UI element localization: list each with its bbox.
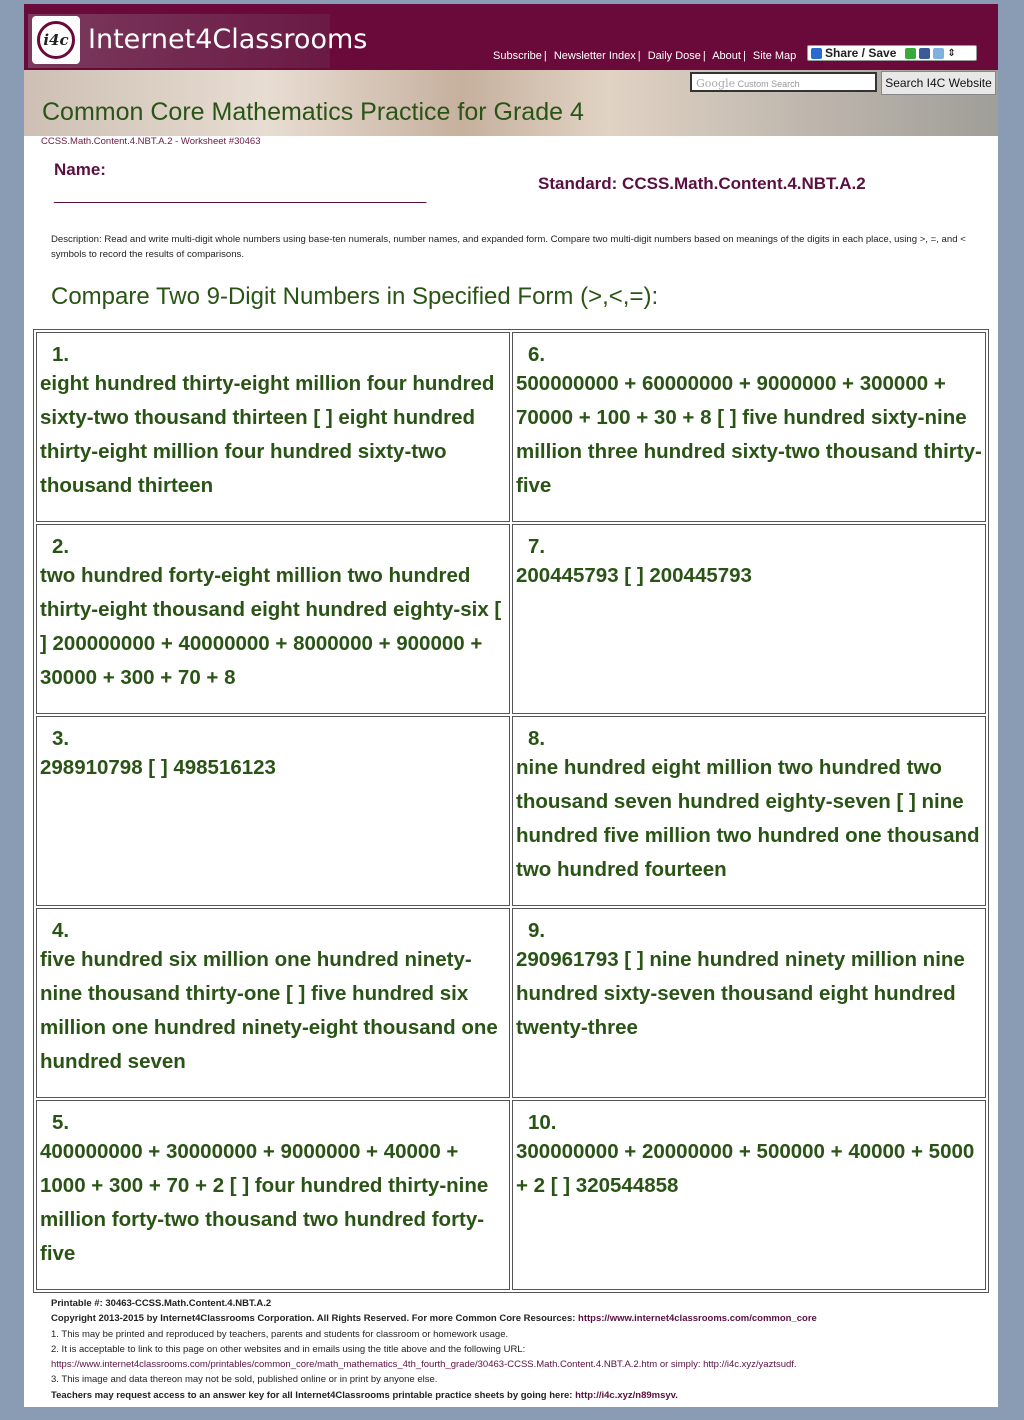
- footer-note-2-url: [51, 1357, 991, 1372]
- problem-cell: [512, 332, 986, 522]
- page-title: Common Core Mathematics Practice for Grade 4: [42, 98, 584, 126]
- problem-text: two hundred forty-eight million two hundred thirty-eight thousand eight hundred eighty-six [ ] 200000000 + 40000000 + 8000000 + 900000 + 30000 + 300 + 70 + 8: [40, 564, 502, 689]
- search-placeholder: Custom Search: [737, 79, 800, 89]
- problem-cell: [512, 908, 986, 1098]
- answer-key-note: Teachers may request access to an answer key for all Internet4Classrooms printable practice sheets by going here: http://i4c.xyz/n89msyv.: [51, 1389, 678, 1401]
- name-label: Name:: [54, 160, 106, 179]
- problem-number: 1.: [52, 343, 70, 366]
- problem-cell: [512, 524, 986, 714]
- problem-cell: [36, 332, 510, 522]
- chevron-updown-icon: ⇕: [947, 47, 956, 59]
- facebook-icon: [919, 48, 930, 59]
- problem-text: 298910798 [ ] 498516123: [40, 756, 276, 779]
- problem-cell: [36, 716, 510, 906]
- logo-text: Internet4Classrooms: [88, 24, 368, 55]
- problem-grid: [33, 329, 989, 1293]
- nav-site-map[interactable]: Site Map: [752, 50, 797, 62]
- nav-about[interactable]: About: [712, 50, 741, 62]
- footer-note-1: 1. This may be printed and reproduced by teachers, parents and students for classroom or homework usage.: [51, 1328, 509, 1340]
- problem-cell: [36, 1100, 510, 1290]
- copyright: Copyright 2013-2015 by Internet4Classrooms Corporation. All Rights Reserved. For more Common Core Resources: https://www.internet4classrooms.com/common_core: [51, 1313, 817, 1325]
- problem-number: 2.: [52, 535, 70, 558]
- problem-text: 200445793 [ ] 200445793: [516, 564, 752, 587]
- site-logo[interactable]: [28, 14, 368, 68]
- problem-text: 500000000 + 60000000 + 9000000 + 300000 + 70000 + 100 + 30 + 8 [ ] five hundred sixty-nine million three hundred sixty-two thousand thirty-five: [516, 372, 982, 497]
- section-title: Compare Two 9-Digit Numbers in Specified Form (>,<,=):: [51, 283, 659, 310]
- problem-number: 9.: [528, 919, 546, 942]
- problem-text: 290961793 [ ] nine hundred ninety million nine hundred sixty-seven thousand eight hundred twenty-three: [516, 948, 965, 1039]
- share-label: Share / Save: [825, 46, 897, 60]
- footer: [51, 1296, 991, 1403]
- nav-newsletter-index[interactable]: Newsletter Index: [553, 50, 636, 62]
- problem-number: 7.: [528, 535, 546, 558]
- problem-number: 3.: [52, 727, 70, 750]
- logo-badge-icon: i4c: [32, 16, 80, 64]
- problem-number: 6.: [528, 343, 546, 366]
- search-button[interactable]: Search I4C Website: [881, 71, 996, 95]
- top-nav: Subscribe | Newsletter Index | Daily Dose | About | Site Map: [493, 50, 797, 62]
- worksheet-page: [24, 4, 998, 1407]
- share-icon: [905, 48, 916, 59]
- share-save-button[interactable]: [807, 45, 977, 61]
- standard-label: Standard: CCSS.Math.Content.4.NBT.A.2: [538, 174, 866, 193]
- problem-number: 5.: [52, 1111, 70, 1134]
- footer-note-3: 3. This image and data thereon may not be sold, published online or in print by anyone else.: [51, 1374, 438, 1386]
- problem-cell: [36, 524, 510, 714]
- problem-number: 10.: [528, 1111, 557, 1134]
- problem-text: nine hundred eight million two hundred two thousand seven hundred eighty-seven [ ] nine hundred five million two hundred one thousand two hundred fourteen: [516, 756, 980, 881]
- description: Description: Read and write multi-digit whole numbers using base-ten numerals, number names, and expanded form. Compare two multi-digit numbers based on meanings of the digits in each place, using >, =, and < symbols to record the results of comparisons.: [51, 234, 966, 260]
- problem-cell: [36, 908, 510, 1098]
- problem-number: 8.: [528, 727, 546, 750]
- nav-subscribe[interactable]: Subscribe: [493, 50, 542, 62]
- top-banner: [24, 4, 998, 70]
- worksheet-link[interactable]: https://www.internet4classrooms.com/printables/common_core/math_mathematics_4th_fourth_grade/30463-CCSS.Math.Content.4.NBT.A.2.htm or simply:: [51, 1359, 701, 1371]
- twitter-icon: [933, 48, 944, 59]
- search-brand-text: Google: [696, 77, 736, 90]
- problem-cell: [512, 716, 986, 906]
- nav-daily-dose[interactable]: Daily Dose: [647, 50, 701, 62]
- search-input[interactable]: [690, 72, 877, 92]
- problem-number: 4.: [52, 919, 70, 942]
- problem-cell: [512, 1100, 986, 1290]
- answer-key-link[interactable]: http://i4c.xyz/n89msyv.: [575, 1389, 678, 1401]
- problem-text: 300000000 + 20000000 + 500000 + 40000 + 5000 + 2 [ ] 320544858: [516, 1140, 975, 1197]
- common-core-link[interactable]: https://www.internet4classrooms.com/common_core: [578, 1313, 817, 1325]
- short-link[interactable]: http://i4c.xyz/yaztsudf.: [703, 1359, 797, 1371]
- problem-text: 400000000 + 30000000 + 9000000 + 40000 + 1000 + 300 + 70 + 2 [ ] four hundred thirty-nine million forty-two thousand two hundred forty-five: [40, 1140, 489, 1265]
- footer-note-2: 2. It is acceptable to link to this page on other websites and in emails using the title above and the following URL:: [51, 1343, 526, 1355]
- problem-text: five hundred six million one hundred ninety-nine thousand thirty-one [ ] five hundred six million one hundred ninety-eight thousand one hundred seven: [40, 948, 498, 1073]
- name-line: _______________________________________________: [54, 187, 426, 204]
- printable-number: Printable #: 30463-CCSS.Math.Content.4.NBT.A.2: [51, 1298, 272, 1309]
- breadcrumb: CCSS.Math.Content.4.NBT.A.2 - Worksheet #30463: [41, 136, 261, 147]
- problem-text: eight hundred thirty-eight million four hundred sixty-two thousand thirteen [ ] eight hundred thirty-eight million four hundred sixty-two thousand thirteen: [40, 372, 495, 497]
- share-plus-icon: [811, 48, 822, 59]
